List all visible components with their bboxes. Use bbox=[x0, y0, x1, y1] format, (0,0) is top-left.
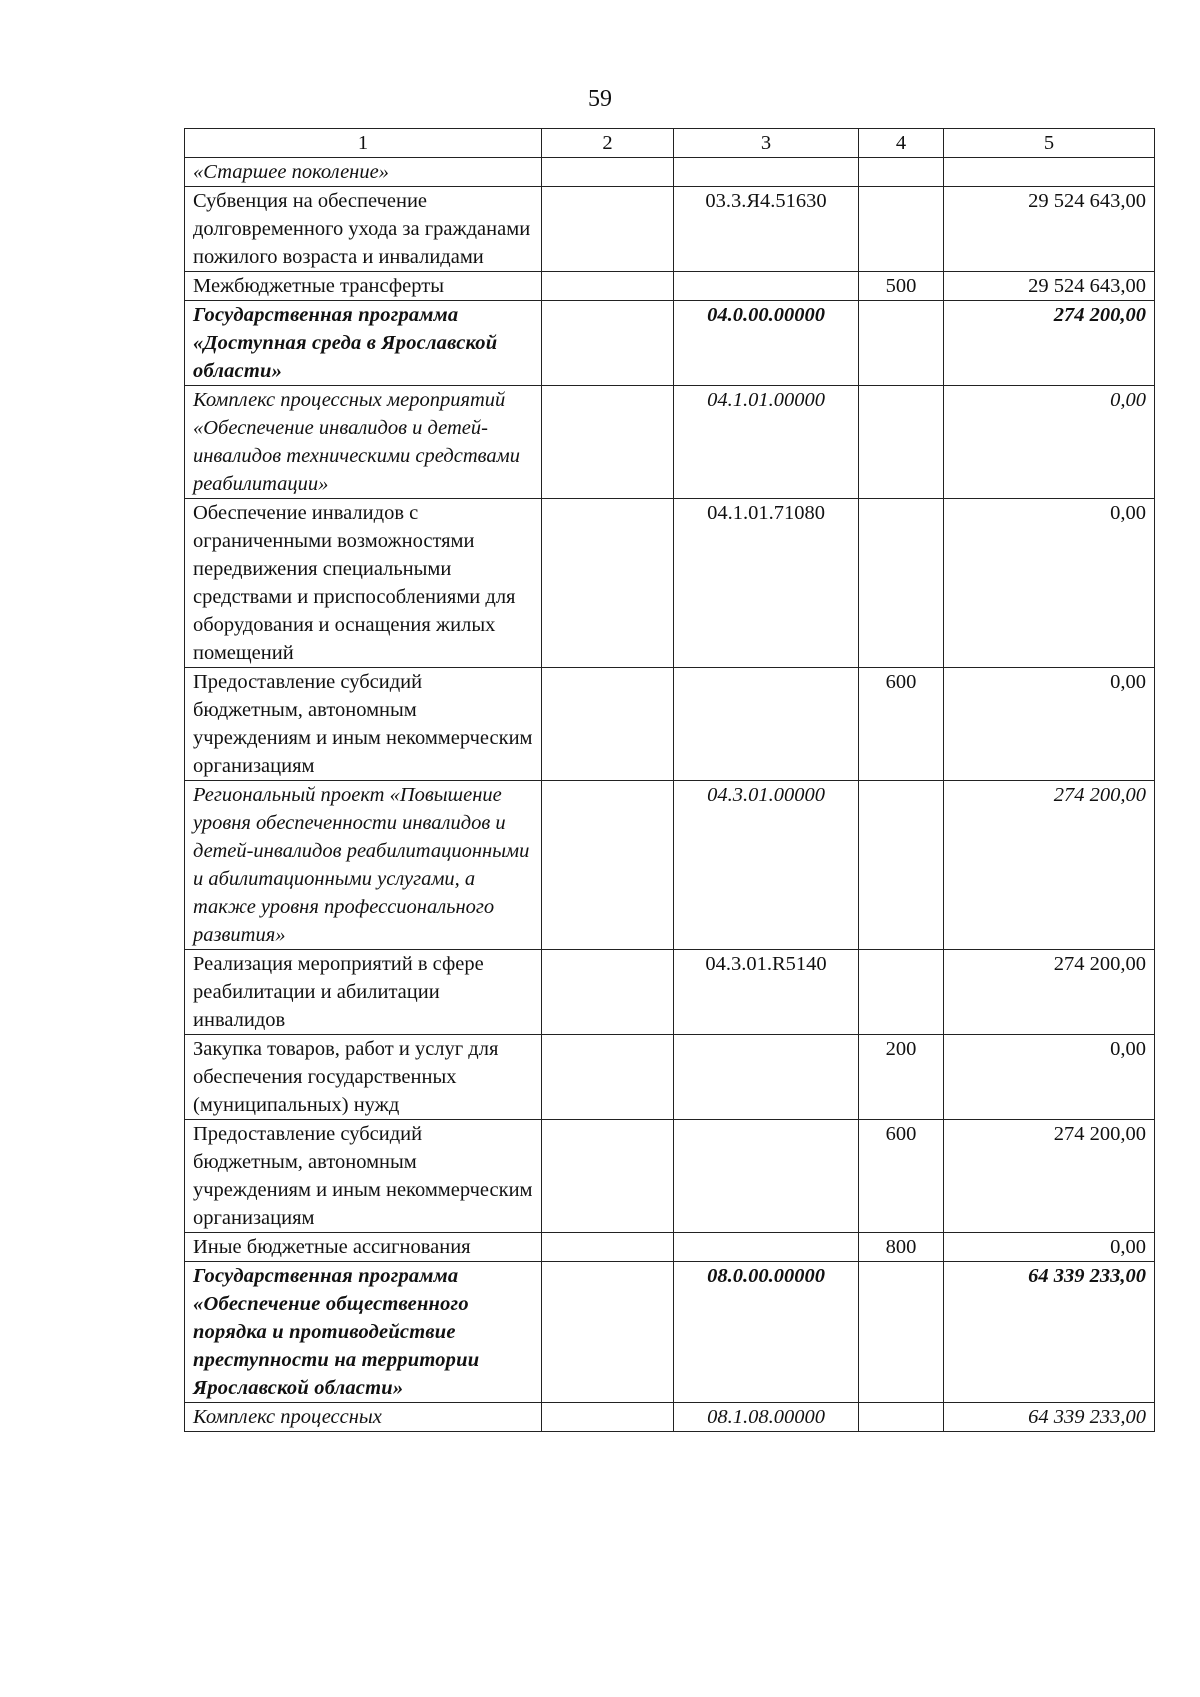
row-name-cell: Предоставление субсидий бюджетным, автономным учреждениям и иным некоммерческим организациям bbox=[185, 668, 542, 781]
table-row bbox=[185, 781, 1155, 950]
table-row bbox=[185, 499, 1155, 668]
row-name-cell: Субвенция на обеспечение долговременного ухода за гражданами пожилого возраста и инвалидами bbox=[185, 187, 542, 272]
row-name-cell: Комплекс процессных bbox=[185, 1403, 542, 1432]
row-name-cell: Межбюджетные трансферты bbox=[185, 272, 542, 301]
page-number: 59 bbox=[588, 86, 612, 112]
row-column-2-cell bbox=[542, 1262, 674, 1403]
row-column-2-cell bbox=[542, 1403, 674, 1432]
table-row bbox=[185, 1233, 1155, 1262]
row-type-cell bbox=[859, 187, 944, 272]
row-column-2-cell bbox=[542, 158, 674, 187]
row-code-cell: 08.0.00.00000 bbox=[674, 1262, 859, 1403]
row-type-cell bbox=[859, 1262, 944, 1403]
row-amount-cell: 0,00 bbox=[944, 1035, 1155, 1120]
header-row bbox=[185, 129, 1155, 158]
row-column-2-cell bbox=[542, 386, 674, 499]
row-amount-cell: 274 200,00 bbox=[944, 301, 1155, 386]
table-row bbox=[185, 1035, 1155, 1120]
row-column-2-cell bbox=[542, 668, 674, 781]
row-code-cell: 03.3.Я4.51630 bbox=[674, 187, 859, 272]
row-type-cell bbox=[859, 158, 944, 187]
row-column-2-cell bbox=[542, 272, 674, 301]
row-name-cell: Иные бюджетные ассигнования bbox=[185, 1233, 542, 1262]
row-name-cell: «Старшее поколение» bbox=[185, 158, 542, 187]
row-amount-cell: 64 339 233,00 bbox=[944, 1262, 1155, 1403]
row-code-cell: 08.1.08.00000 bbox=[674, 1403, 859, 1432]
row-amount-cell: 274 200,00 bbox=[944, 950, 1155, 1035]
row-amount-cell: 64 339 233,00 bbox=[944, 1403, 1155, 1432]
row-name-cell: Государственная программа «Доступная среда в Ярославской области» bbox=[185, 301, 542, 386]
row-code-cell: 04.3.01.R5140 bbox=[674, 950, 859, 1035]
budget-table bbox=[184, 128, 1155, 1432]
row-code-cell: 04.0.00.00000 bbox=[674, 301, 859, 386]
row-name-cell: Реализация мероприятий в сфере реабилитации и абилитации инвалидов bbox=[185, 950, 542, 1035]
row-name-cell: Государственная программа «Обеспечение общественного порядка и противодействие преступности на территории Ярославской области» bbox=[185, 1262, 542, 1403]
row-amount-cell: 29 524 643,00 bbox=[944, 187, 1155, 272]
row-column-2-cell bbox=[542, 950, 674, 1035]
row-code-cell bbox=[674, 158, 859, 187]
table-body bbox=[185, 158, 1155, 1432]
row-amount-cell: 0,00 bbox=[944, 386, 1155, 499]
row-type-cell bbox=[859, 950, 944, 1035]
row-code-cell bbox=[674, 1035, 859, 1120]
row-type-cell bbox=[859, 1403, 944, 1432]
row-name-cell: Региональный проект «Повышение уровня обеспеченности инвалидов и детей-инвалидов реабилитационными и абилитационными услугами, а также уровня профессионального развития» bbox=[185, 781, 542, 950]
column-header-2: 2 bbox=[542, 129, 674, 158]
row-column-2-cell bbox=[542, 301, 674, 386]
row-type-cell bbox=[859, 499, 944, 668]
column-header-4: 4 bbox=[859, 129, 944, 158]
row-name-cell: Предоставление субсидий бюджетным, автономным учреждениям и иным некоммерческим организациям bbox=[185, 1120, 542, 1233]
row-type-cell: 200 bbox=[859, 1035, 944, 1120]
row-code-cell bbox=[674, 1120, 859, 1233]
row-amount-cell: 0,00 bbox=[944, 1233, 1155, 1262]
column-header-1: 1 bbox=[185, 129, 542, 158]
row-type-cell: 800 bbox=[859, 1233, 944, 1262]
table-row bbox=[185, 668, 1155, 781]
table-row bbox=[185, 1262, 1155, 1403]
column-header-5: 5 bbox=[944, 129, 1155, 158]
row-code-cell: 04.1.01.00000 bbox=[674, 386, 859, 499]
table-row bbox=[185, 187, 1155, 272]
row-code-cell: 04.3.01.00000 bbox=[674, 781, 859, 950]
row-name-cell: Закупка товаров, работ и услуг для обеспечения государственных (муниципальных) нужд bbox=[185, 1035, 542, 1120]
row-column-2-cell bbox=[542, 781, 674, 950]
table-row bbox=[185, 950, 1155, 1035]
row-column-2-cell bbox=[542, 1233, 674, 1262]
row-type-cell: 600 bbox=[859, 668, 944, 781]
row-code-cell bbox=[674, 1233, 859, 1262]
row-type-cell bbox=[859, 301, 944, 386]
row-amount-cell: 274 200,00 bbox=[944, 1120, 1155, 1233]
table-row bbox=[185, 386, 1155, 499]
row-amount-cell bbox=[944, 158, 1155, 187]
row-type-cell: 500 bbox=[859, 272, 944, 301]
row-amount-cell: 274 200,00 bbox=[944, 781, 1155, 950]
column-header-3: 3 bbox=[674, 129, 859, 158]
row-name-cell: Комплекс процессных мероприятий «Обеспечение инвалидов и детей-инвалидов техническими средствами реабилитации» bbox=[185, 386, 542, 499]
table-row bbox=[185, 272, 1155, 301]
row-amount-cell: 29 524 643,00 bbox=[944, 272, 1155, 301]
row-code-cell: 04.1.01.71080 bbox=[674, 499, 859, 668]
row-type-cell: 600 bbox=[859, 1120, 944, 1233]
row-amount-cell: 0,00 bbox=[944, 499, 1155, 668]
table-row bbox=[185, 1403, 1155, 1432]
row-column-2-cell bbox=[542, 1120, 674, 1233]
row-column-2-cell bbox=[542, 187, 674, 272]
row-name-cell: Обеспечение инвалидов с ограниченными возможностями передвижения специальными средствами и приспособлениями для оборудования и оснащения жилых помещений bbox=[185, 499, 542, 668]
row-type-cell bbox=[859, 781, 944, 950]
row-code-cell bbox=[674, 272, 859, 301]
row-column-2-cell bbox=[542, 499, 674, 668]
table-row bbox=[185, 301, 1155, 386]
row-type-cell bbox=[859, 386, 944, 499]
row-code-cell bbox=[674, 668, 859, 781]
row-amount-cell: 0,00 bbox=[944, 668, 1155, 781]
row-column-2-cell bbox=[542, 1035, 674, 1120]
table-row bbox=[185, 1120, 1155, 1233]
table-row bbox=[185, 158, 1155, 187]
